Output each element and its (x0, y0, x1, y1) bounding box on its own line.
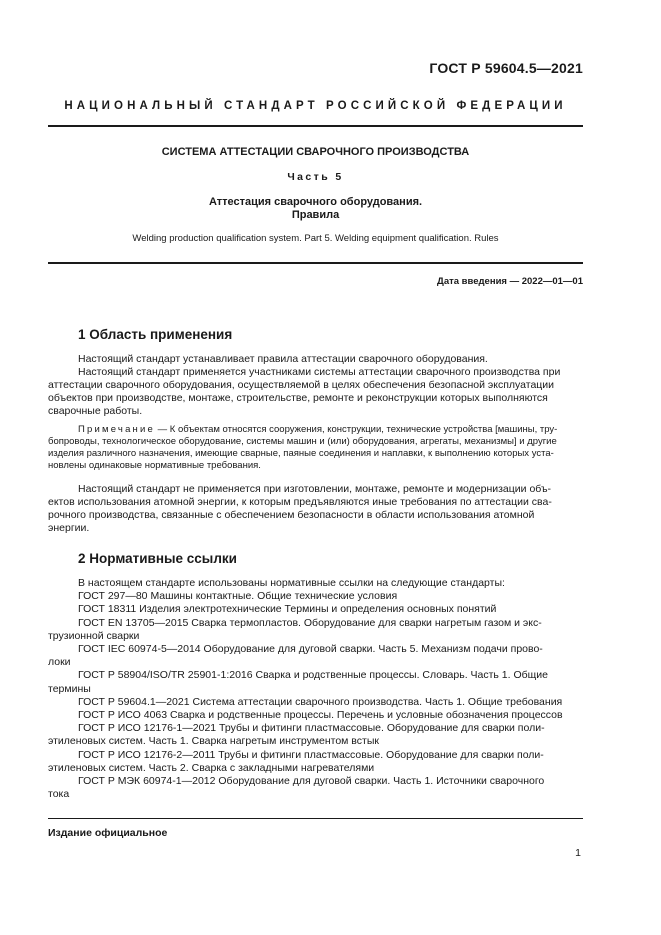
reference-item-continuation: этиленовых систем. Часть 2. Сварка с закладными нагревателями (48, 761, 375, 774)
national-standard-title: НАЦИОНАЛЬНЫЙ СТАНДАРТ РОССИЙСКОЙ ФЕДЕРАЦИИ (64, 100, 567, 112)
references-lead: В настоящем стандарте использованы нормативные ссылки на следующие стандарты: (78, 577, 505, 589)
official-edition-label: Издание официальное (48, 827, 168, 839)
reference-item: ГОСТ EN 13705—2015 Сварка термопластов. Оборудование для сварки нагретым газом и экс- (78, 616, 542, 629)
text-line: объектов при производстве, монтаже, строительстве, ремонте и реконструкции которых выполняются (48, 392, 548, 404)
page-number: 1 (575, 847, 581, 859)
reference-item: ГОСТ Р 58904/ISO/TR 25901-1:2016 Сварка и родственные процессы. Словарь. Часть 1. Общие (78, 669, 549, 682)
section-2-heading: 2 Нормативные ссылки (78, 551, 237, 566)
text-line: аттестации сварочного оборудования, осуществляемой в целях обеспечения безопасной эксплуатации (48, 379, 555, 391)
section-1-paragraph-3 (48, 483, 583, 535)
text-line: Настоящий стандарт устанавливает правила аттестации сварочного оборудования. (78, 353, 488, 365)
reference-item: ГОСТ Р ИСО 4063 Сварка и родственные процессы. Перечень и условные обозначения процессов (78, 709, 563, 722)
reference-item: ГОСТ Р ИСО 12176-2—2011 Трубы и фитинги пластмассовые. Оборудование для сварки поли- (78, 748, 544, 761)
section-1-paragraph-1 (78, 353, 583, 366)
top-rule (48, 125, 583, 127)
reference-item-continuation: тока (48, 788, 70, 801)
text-line: Настоящий стандарт не применяется при изготовлении, монтаже, ремонте и модернизации объ- (78, 483, 552, 495)
text-line: рочного производства, связанные с обеспечением безопасности в области использования атомной (48, 509, 535, 521)
part-label: Часть 5 (287, 171, 344, 183)
english-title: Welding production qualification system. Part 5. Welding equipment qualification. Rules (132, 233, 499, 244)
document-title (48, 196, 583, 222)
text-line: сварочные работы. (48, 405, 143, 417)
reference-item: ГОСТ Р ИСО 12176-1—2021 Трубы и фитинги пластмассовые. Оборудование для сварки поли- (78, 722, 545, 735)
section-1-paragraph-2 (48, 366, 583, 418)
text-line: ектов использования атомной энергии, к которым предъявляются иные требования по аттестации сва- (48, 496, 552, 508)
reference-item: ГОСТ IEC 60974-5—2014 Оборудование для дуговой сварки. Часть 5. Механизм подачи прово- (78, 643, 543, 656)
document-title-line: Правила (291, 209, 340, 221)
reference-item-continuation: этиленовых систем. Часть 1. Сварка нагретым инструментом встык (48, 735, 379, 748)
note-line: новлены одинаковые нормативные требования. (48, 460, 261, 471)
note-line: изделия различного назначения, имеющие сварные, паяные соединения и наплавки, к выполнению которых уста- (48, 448, 554, 459)
note-line: бопроводы, технологическое оборудование, системы машин и (или) оборудования, агрегаты, механизмы] и другие (48, 436, 557, 447)
standard-number: ГОСТ Р 59604.5—2021 (429, 60, 583, 76)
reference-item: ГОСТ 297—80 Машины контактные. Общие технические условия (78, 590, 398, 603)
reference-item-continuation: трузионной сварки (48, 629, 140, 642)
system-title: СИСТЕМА АТТЕСТАЦИИ СВАРОЧНОГО ПРОИЗВОДСТВА (161, 146, 470, 158)
reference-item: ГОСТ 18311 Изделия электротехнические Термины и определения основных понятий (78, 603, 497, 616)
document-title-line: Аттестация сварочного оборудования. (208, 196, 423, 208)
section-1-heading: 1 Область применения (78, 327, 233, 342)
title-rule (48, 262, 583, 264)
reference-item: ГОСТ Р МЭК 60974-1—2012 Оборудование для дуговой сварки. Часть 1. Источники сварочного (78, 775, 545, 788)
normative-references-list (48, 577, 583, 801)
section-1-note (48, 424, 583, 472)
note-line (48, 424, 583, 436)
text-line: Настоящий стандарт применяется участниками системы аттестации сварочного производства при (78, 366, 561, 378)
footer-rule (48, 818, 583, 819)
note-label: Примечание (78, 424, 155, 435)
reference-item-continuation: термины (48, 682, 91, 695)
introduction-date: Дата введения — 2022—01—01 (437, 276, 583, 287)
reference-item: ГОСТ Р 59604.1—2021 Система аттестации сварочного производства. Часть 1. Общие требования (78, 695, 563, 708)
note-text: — К объектам относятся сооружения, конструкции, технические устройства [машины, тру- (155, 424, 558, 435)
reference-item-continuation: локи (48, 656, 71, 669)
text-line: энергии. (48, 522, 90, 534)
